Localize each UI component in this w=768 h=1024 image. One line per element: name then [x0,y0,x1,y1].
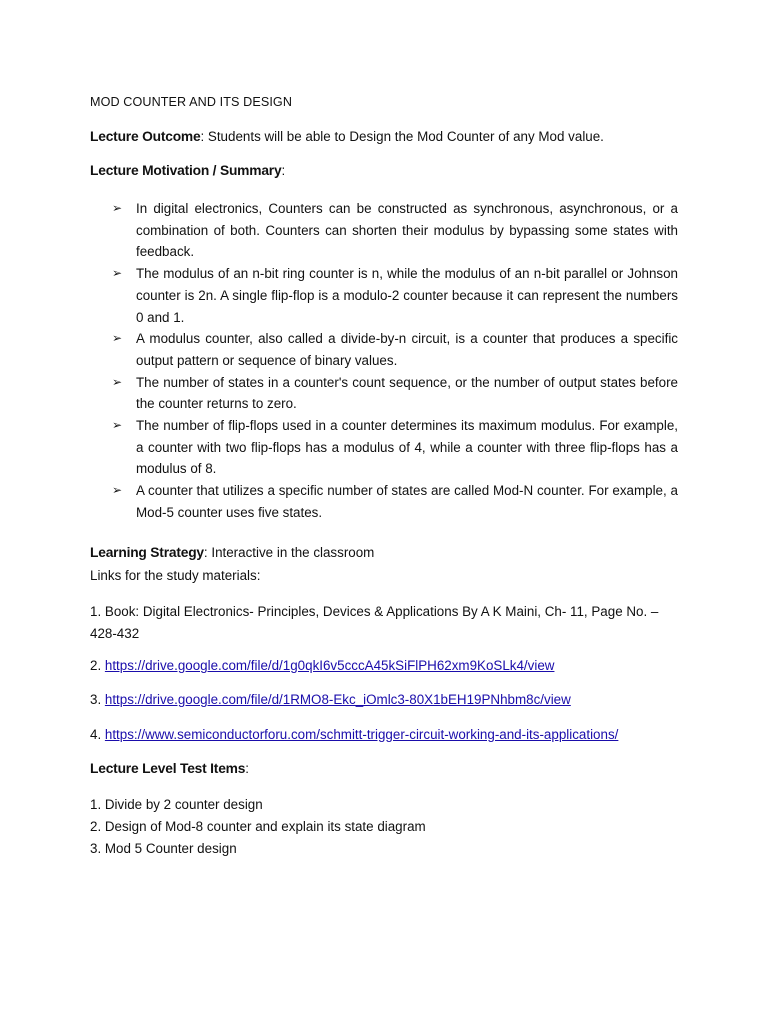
lecture-outcome-label: Lecture Outcome [90,129,201,144]
arrow-bullet-icon: ➢ [112,374,123,389]
bullet-text: The number of flip-flops used in a counter determines its maximum modulus. For example, a counter with two flip-flops has a modulus of 4, while a counter with three flip-flops has a modulus of 8. [136,418,678,477]
arrow-bullet-icon: ➢ [112,201,123,215]
lecture-motivation-suffix: : [281,163,286,178]
list-item [90,415,678,480]
links-intro: Links for the study materials: [90,568,261,583]
bullet-text: A modulus counter, also called a divide-by-n circuit, is a counter that produces a specific output pattern or sequence of binary values. [136,331,678,368]
bullet-text: The number of states in a counter's count sequence, or the number of output states before the counter returns to zero. [136,374,678,412]
lecture-test-heading [90,761,249,776]
bullet-text: The modulus of an n-bit ring counter is n, while the modulus of an n-bit parallel or Johnson counter is 2n. A single flip-flop is a modulo-2 counter because it can represent the numbers 0 and 1. [136,266,678,325]
lecture-motivation-label: Lecture Motivation / Summary [90,163,282,178]
link-number: 2. [90,658,105,673]
lecture-outcome-text: : Students will be able to Design the Mod Counter of any Mod value. [200,129,604,144]
book-reference: 1. Book: Digital Electronics- Principles, Devices & Applications By A K Maini, Ch- 11, Page No. – 428-432 [90,604,659,641]
bullet-text: In digital electronics, Counters can be constructed as synchronous, asynchronous, or a combination of both. Counters can shorten their modulus by bypassing some states with feedback. [136,201,678,260]
arrow-bullet-icon: ➢ [112,418,123,433]
link-number: 4. [90,727,105,742]
arrow-bullet-icon: ➢ [112,266,123,281]
arrow-bullet-icon: ➢ [112,331,123,346]
bullet-text: A counter that utilizes a specific number of states are called Mod-N counter. For example, a Mod-5 counter uses five states. [136,483,678,520]
link-item [90,727,618,742]
summary-bullet-list [90,198,678,524]
lecture-outcome [90,129,604,144]
list-item [90,263,678,328]
study-material-link[interactable]: https://www.semiconductorforu.com/schmitt-trigger-circuit-working-and-its-applications/ [104,727,619,742]
study-material-link[interactable]: https://drive.google.com/file/d/1RMO8-Ekc_iOmlc3-80X1bEH19PNhbm8c/view [104,692,571,707]
document-title: MOD COUNTER AND ITS DESIGN [90,95,293,109]
arrow-bullet-icon: ➢ [112,483,123,498]
list-item [90,372,678,415]
learning-strategy [90,545,374,560]
lecture-motivation-heading [90,163,285,178]
learning-strategy-text: : Interactive in the classroom [203,545,375,560]
study-material-link[interactable]: https://drive.google.com/file/d/1g0qkI6v5cccA45kSiFlPH62xm9KoSLk4/view [104,658,555,673]
link-item [90,658,554,673]
list-item [90,198,678,263]
list-item: 1. Divide by 2 counter design [90,797,263,812]
lecture-test-suffix: : [245,761,249,776]
list-item [90,480,678,523]
list-item: 2. Design of Mod-8 counter and explain its state diagram [90,819,426,834]
link-item [90,692,571,707]
link-number: 3. [90,692,105,707]
list-item [90,328,678,371]
list-item: 3. Mod 5 Counter design [90,841,237,856]
lecture-test-label: Lecture Level Test Items [90,761,246,776]
learning-strategy-label: Learning Strategy [90,545,204,560]
